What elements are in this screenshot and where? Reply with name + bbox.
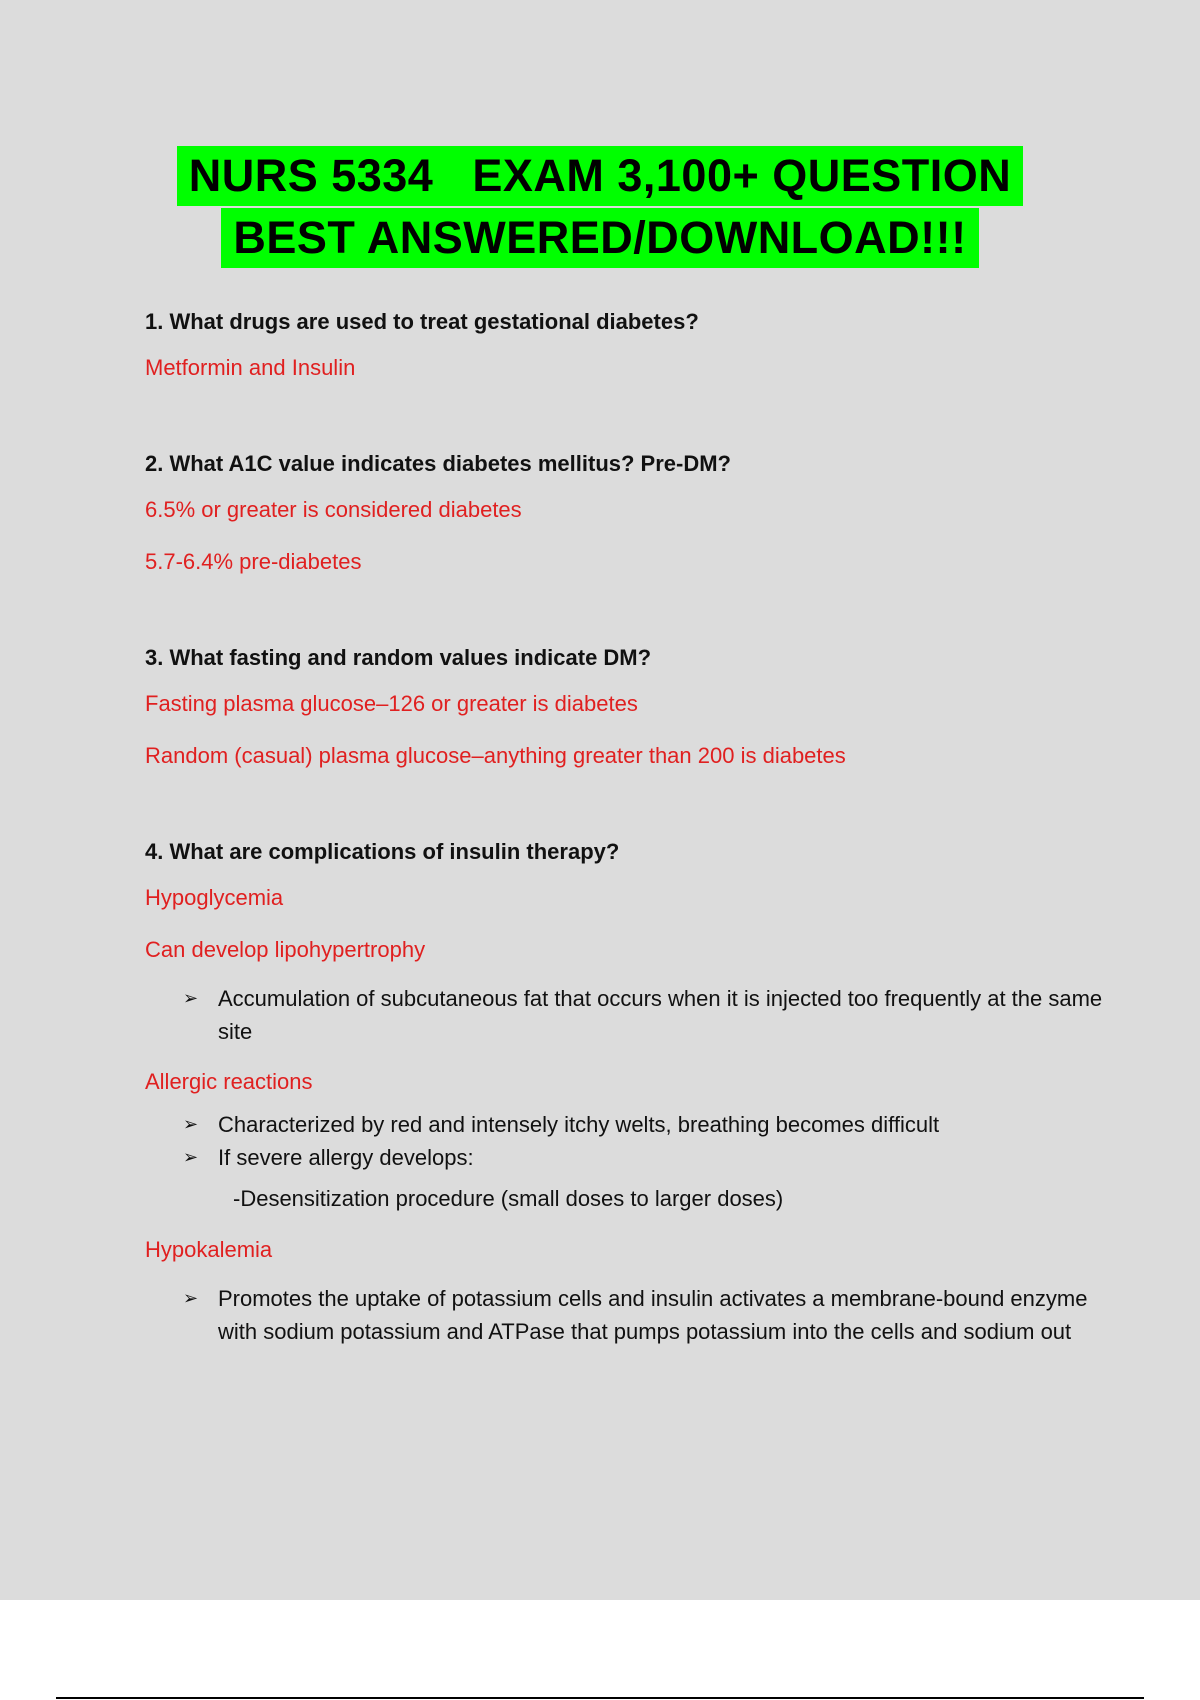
- title-line-1: NURS 5334 EXAM 3,100+ QUESTION: [177, 146, 1024, 206]
- document-content: [145, 302, 1105, 1356]
- bullet-list: [145, 982, 1105, 1048]
- bullet-list: [145, 1282, 1105, 1348]
- spacer: [145, 394, 1105, 444]
- bullet-text: Characterized by red and intensely itchy welts, breathing becomes difficult: [218, 1112, 940, 1137]
- question-text: 4. What are complications of insulin therapy?: [145, 839, 620, 864]
- question-4: [145, 832, 1105, 1348]
- answer-text: 5.7-6.4% pre-diabetes: [145, 549, 362, 574]
- arrowhead-bullet-icon: ➢: [183, 988, 199, 1008]
- complication-heading: Hypokalemia: [145, 1237, 273, 1262]
- answer-text: 6.5% or greater is considered diabetes: [145, 497, 522, 522]
- answer-text: Metformin and Insulin: [145, 355, 356, 380]
- bullet-item: [183, 982, 1105, 1048]
- complication-heading: Hypoglycemia: [145, 885, 284, 910]
- bullet-item: [183, 1282, 1105, 1348]
- spacer: [145, 588, 1105, 638]
- arrowhead-bullet-icon: ➢: [183, 1147, 199, 1167]
- title-line-2: BEST ANSWERED/DOWNLOAD!!!: [221, 208, 978, 268]
- question-3: [145, 638, 1105, 782]
- complication-heading: Can develop lipohypertrophy: [145, 937, 426, 962]
- question-1: [145, 302, 1105, 394]
- answer-text: Random (casual) plasma glucose–anything greater than 200 is diabetes: [145, 743, 846, 768]
- bullet-text: If severe allergy develops:: [218, 1145, 474, 1170]
- bullet-text: Promotes the uptake of potassium cells and insulin activates a membrane-bound enzyme with sodium potassium and ATPase that pumps potassium into the cells and sodium out: [218, 1286, 1088, 1344]
- bullet-text: Accumulation of subcutaneous fat that occurs when it is injected too frequently at the same site: [218, 986, 1103, 1044]
- answer-text: Fasting plasma glucose–126 or greater is diabetes: [145, 691, 638, 716]
- question-text: 1. What drugs are used to treat gestational diabetes?: [145, 309, 699, 334]
- sub-note: -Desensitization procedure (small doses to larger doses): [233, 1186, 784, 1211]
- footer-divider: [56, 1697, 1144, 1699]
- spacer: [145, 782, 1105, 832]
- document-title: [0, 146, 1200, 268]
- question-text: 3. What fasting and random values indicate DM?: [145, 645, 652, 670]
- bullet-list: [145, 1108, 1105, 1174]
- bullet-item: [183, 1108, 1105, 1141]
- bullet-item: [183, 1141, 1105, 1174]
- arrowhead-bullet-icon: ➢: [183, 1114, 199, 1134]
- question-2: [145, 444, 1105, 588]
- question-text: 2. What A1C value indicates diabetes mellitus? Pre-DM?: [145, 451, 731, 476]
- arrowhead-bullet-icon: ➢: [183, 1288, 199, 1308]
- complication-heading: Allergic reactions: [145, 1069, 313, 1094]
